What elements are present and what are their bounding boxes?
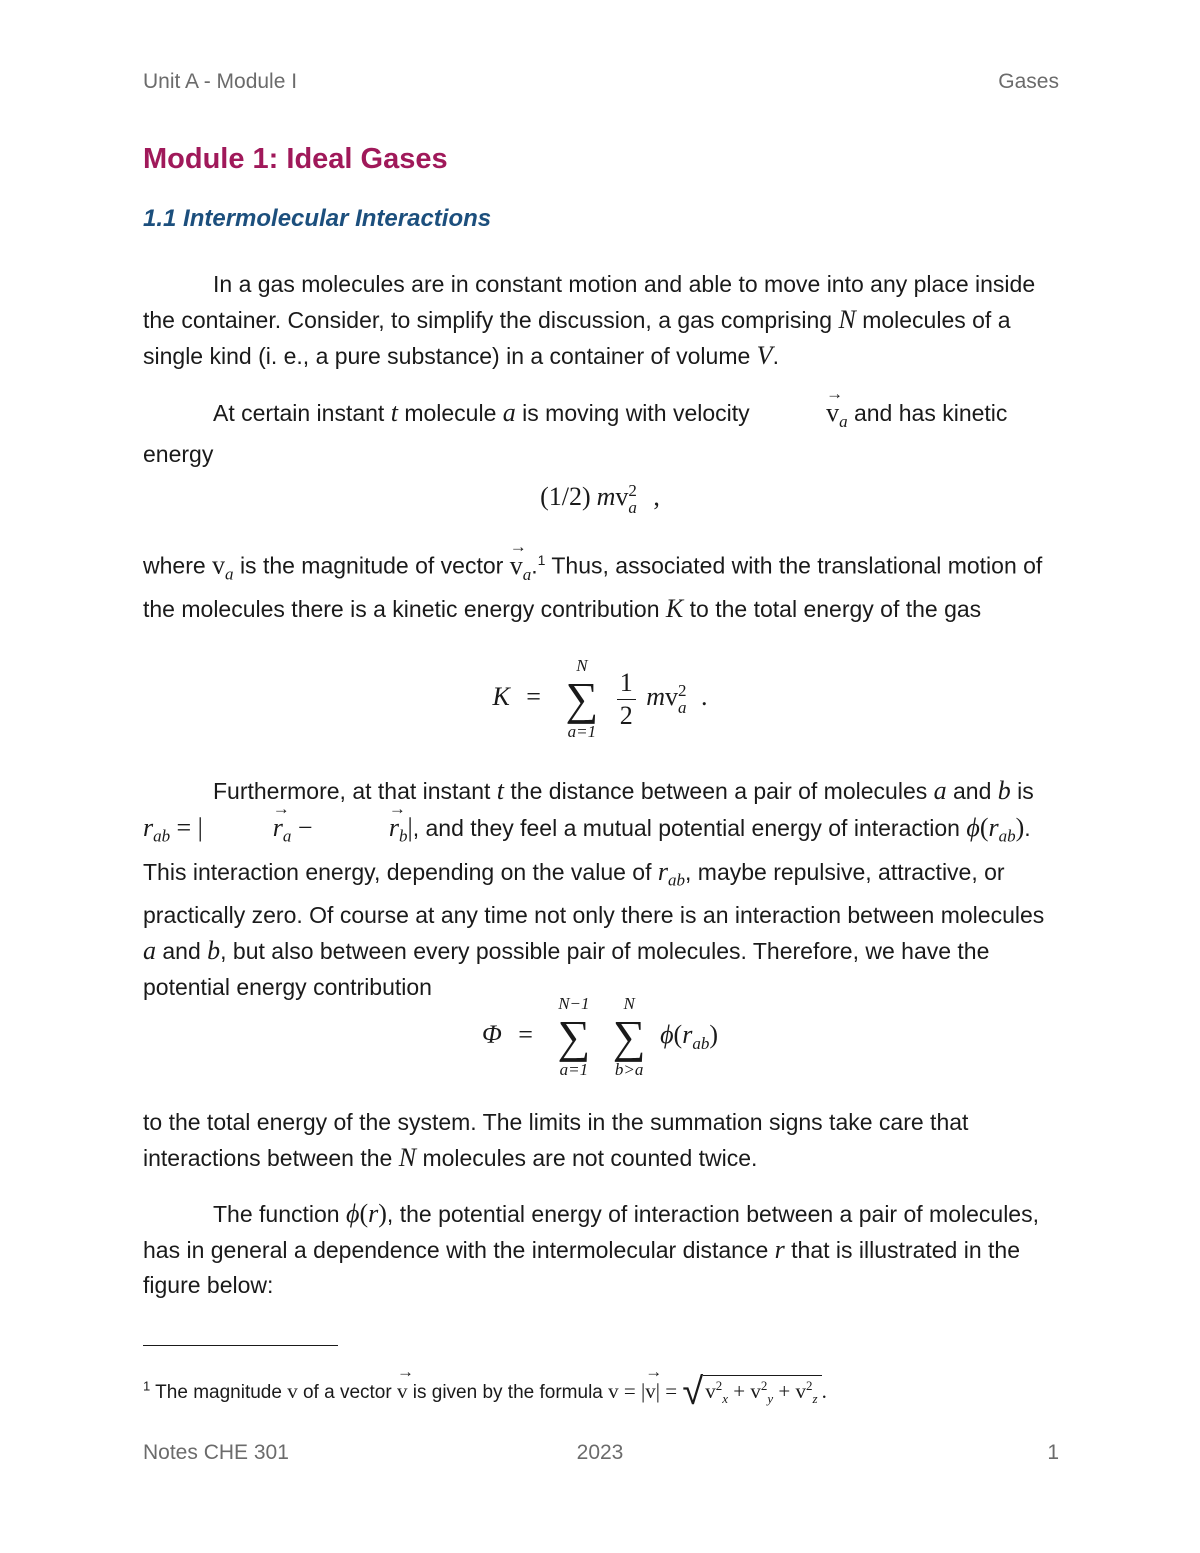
paragraph-function-phi: The function ϕ(r), the potential energy of interaction between a pair of molecules, has in general a dependence with the intermolecular distance r that is illustrated in the figure below: [143, 1199, 1039, 1298]
footnote-rule [143, 1345, 338, 1346]
paragraph-summation-limits: to the total energy of the system. The limits in the summation signs take care that interactions between the N molecules are not counted twice. [143, 1109, 969, 1172]
running-header-right: Gases [998, 70, 1059, 93]
summation-symbol-outer: N−1 ∑ a=1 [557, 994, 591, 1079]
footer-left: Notes CHE 301 [143, 1441, 289, 1464]
footer-center: 2023 [576, 1441, 624, 1464]
equation-kinetic-energy-single: (1/2) mv 2 a , [540, 481, 660, 518]
equation-total-kinetic-energy: K = N ∑ a=1 $\frac{1}{2}$ mv 2 a . [492, 656, 708, 741]
paragraph-kinetic-contribution: where $v_a$ is the magnitude of vector → $v_a.^1$ Thus, associated with the translational motion of the molecules there is a kinetic energy contribution K to the total energy of the gas [143, 543, 1063, 626]
summation-symbol: N ∑ a=1 [565, 656, 599, 741]
running-header-left: Unit A - Module I [143, 70, 298, 93]
summation-symbol-inner: N ∑ b>a [612, 994, 646, 1079]
page-number: 1 [1047, 1441, 1059, 1464]
equation-potential-energy-sum: Φ = N−1 ∑ a=1 N ∑ b>a $\phi(r_{ab})$ [482, 994, 718, 1079]
paragraph-potential-energy: Furthermore, at that instant t the distance between a pair of molecules a and b is $r_{ab}$ = |→ $r_a$ − → $r_b|$, and they feel a mutual potential energy of interaction $\phi(r_{ab})$. This interaction energy, depending on the value of $r_{ab}$, maybe repulsive, attractive, or practically zero. Of course at any time not only there is an interaction between molecules a and b, but also between every possible pair of molecules. Therefore, we have the potential energy contribution [143, 773, 1063, 1005]
paragraph-velocity: At certain instant t molecule a is moving with velocity → $v_a$ and has kinetic energy [143, 396, 1063, 471]
footnote: $^1$ The magnitude v of a vector → v is given by the formula v = |→ $v| = √v^2_x + v^2_y + v^2_z$ . [143, 1368, 827, 1417]
paragraph-intro: In a gas molecules are in constant motion and able to move into any place inside the container. Consider, to simplify the discussion, a gas comprising N molecules of a single kind (i. e., a pure substance) in a container of volume V. [143, 271, 1036, 370]
section-heading: 1.1 Intermolecular Interactions [143, 205, 492, 232]
footnote-ref[interactable]: 1 [537, 552, 546, 568]
module-title: Module 1: Ideal Gases [143, 143, 448, 175]
sqrt-symbol: √ [682, 1371, 704, 1413]
